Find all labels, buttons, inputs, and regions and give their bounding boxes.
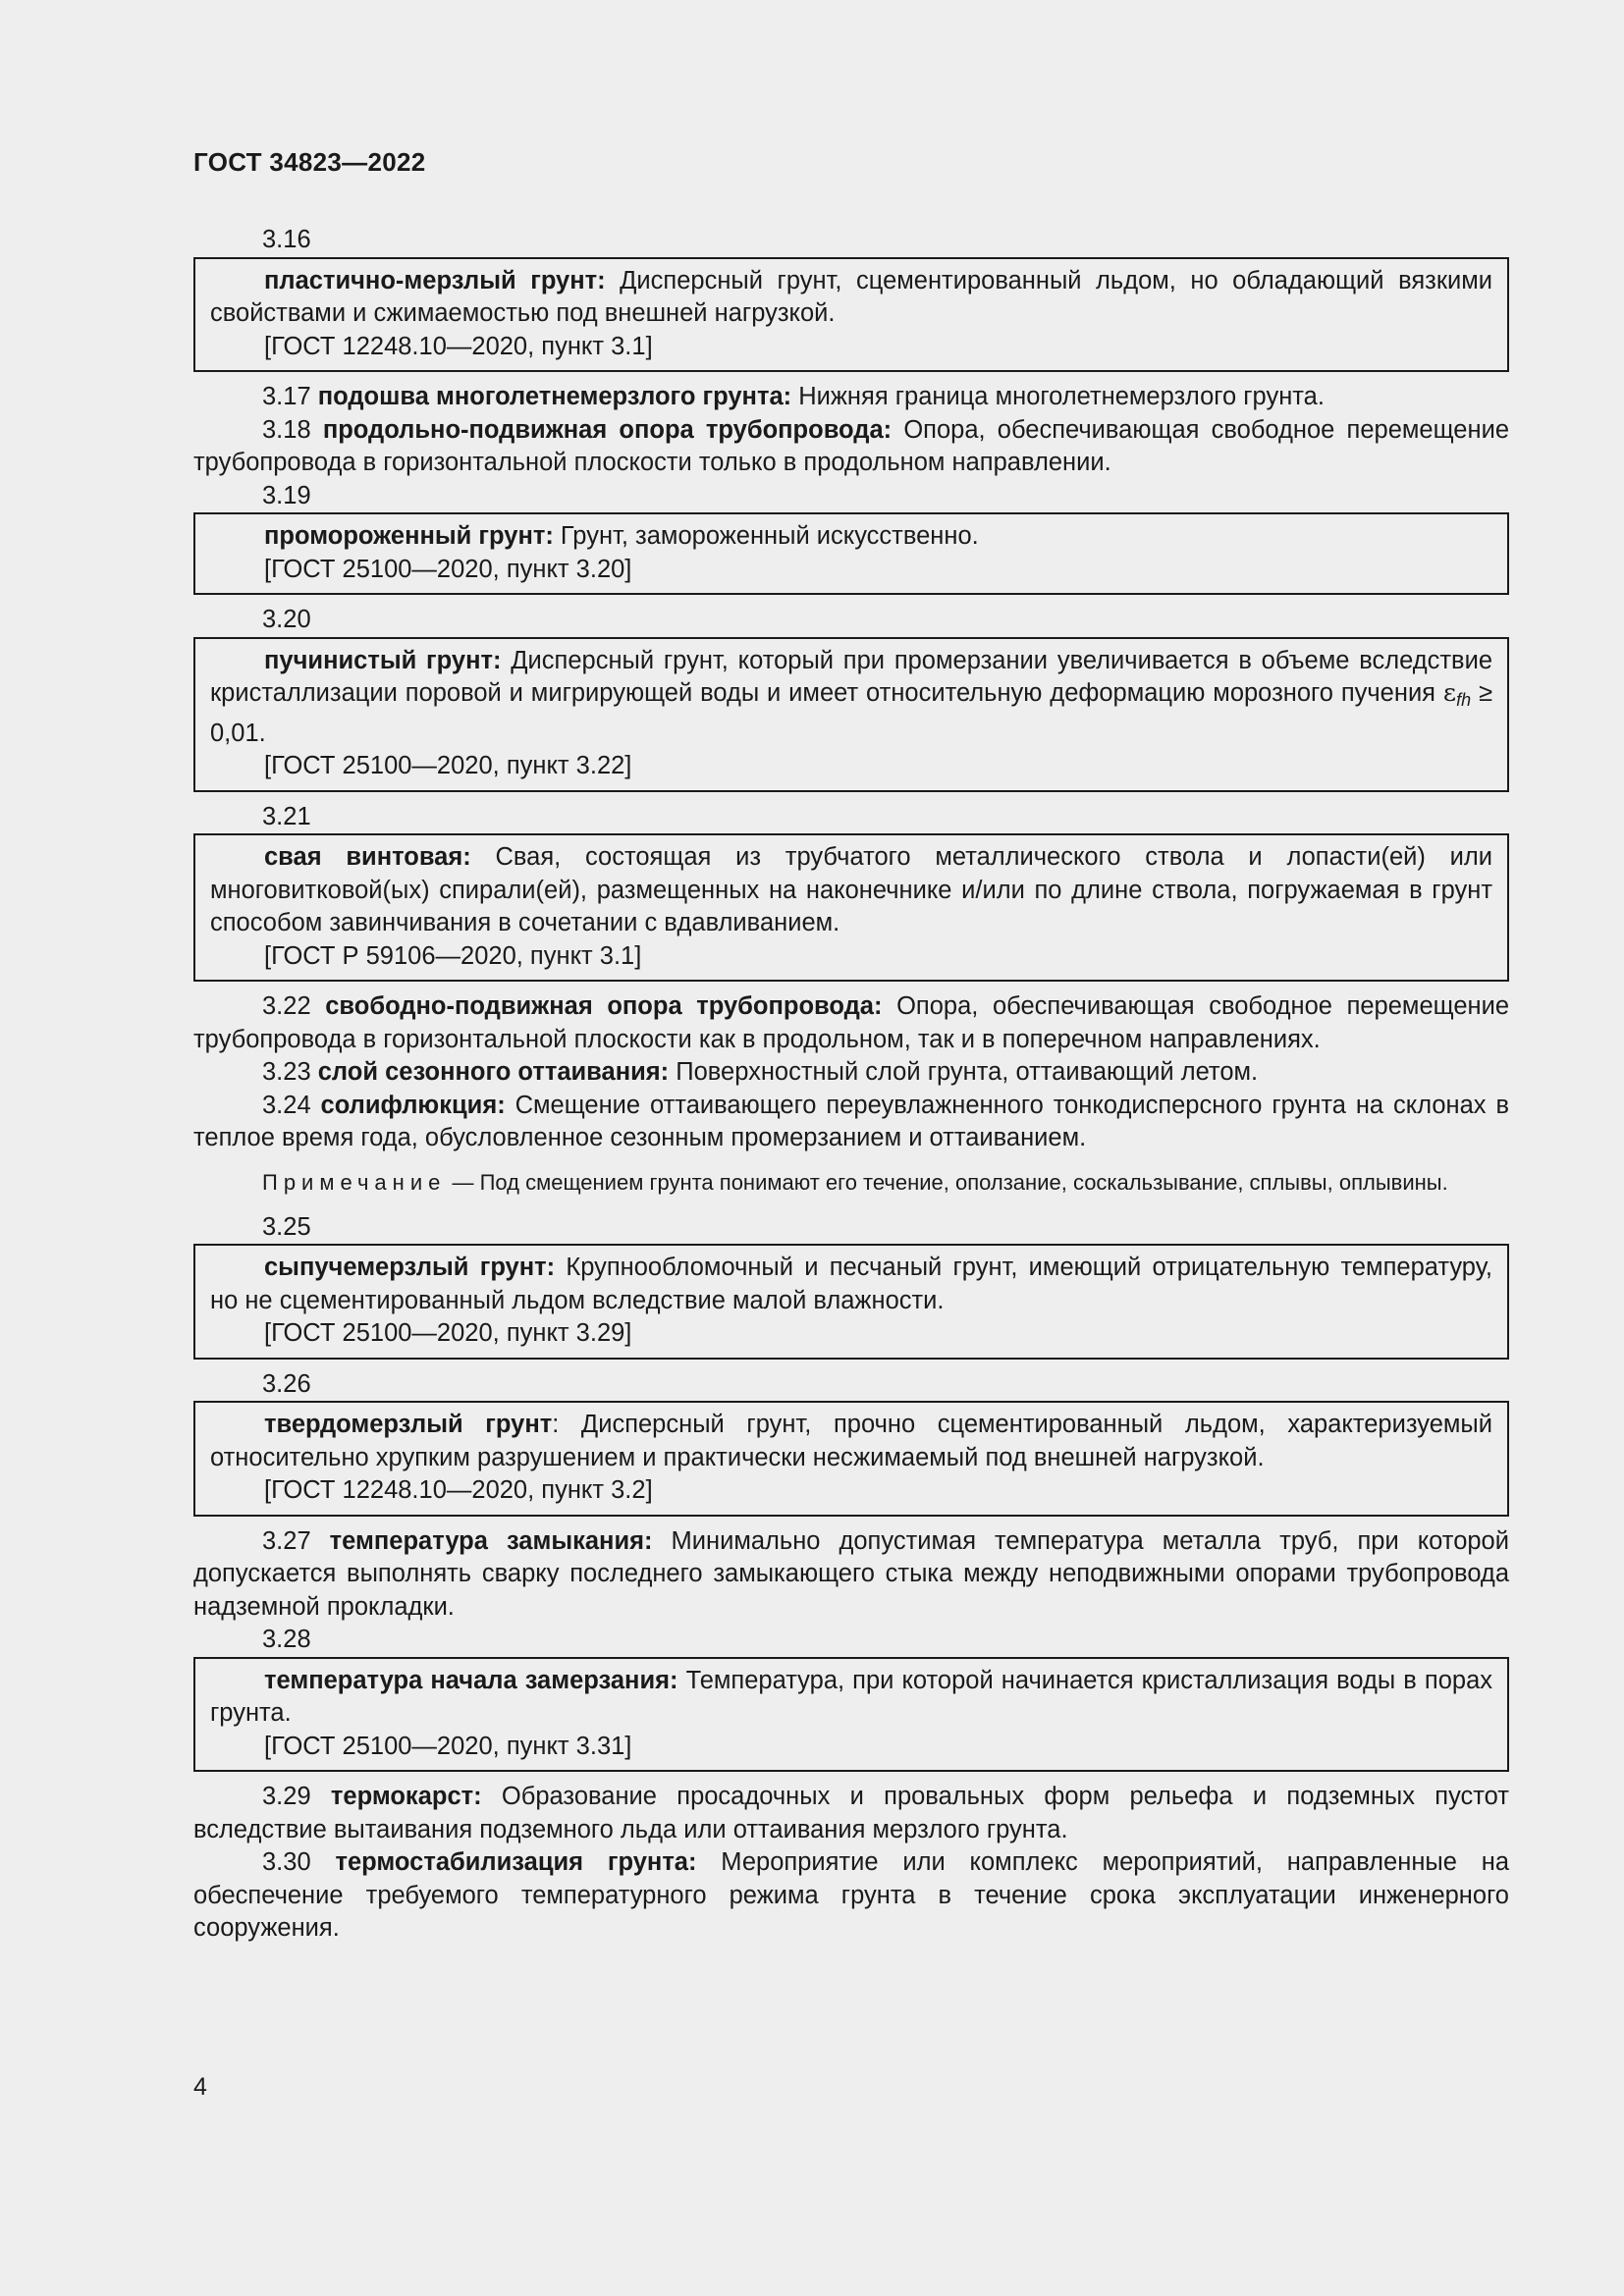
term-number: 3.25	[262, 1212, 311, 1241]
term-3-24	[193, 1090, 1509, 1155]
document-body	[193, 224, 1509, 1946]
term-text: Дисперсный грунт, который при промерзании увеличивается в объеме вследствие кристаллизации поровой и мигрирующей воды и имеет относительную деформацию морозного пучения	[210, 646, 1493, 707]
term-definition	[210, 841, 1492, 940]
term-title: термостабилизация грунта:	[335, 1848, 697, 1876]
term-title: свая винтовая:	[264, 843, 471, 871]
term-number: 3.30	[262, 1848, 336, 1876]
term-number: 3.28	[262, 1626, 311, 1653]
term-reference: [ГОСТ 12248.10—2020, пункт 3.2]	[264, 1476, 653, 1504]
term-number: 3.20	[262, 606, 311, 633]
term-title: свободно-подвижная опора трубопровода:	[325, 992, 883, 1020]
term-number: 3.18	[262, 415, 323, 444]
term-number: 3.19	[262, 481, 311, 509]
term-definition	[210, 1665, 1492, 1731]
term-number: 3.24	[262, 1091, 321, 1119]
term-box-3-16	[193, 257, 1509, 373]
term-number: 3.26	[262, 1369, 311, 1398]
term-definition	[210, 1409, 1492, 1474]
term-text: Крупнообломочный и песчаный грунт, имеющий отрицательную температуру, но не сцементированный льдом вследствие малой влажности.	[210, 1254, 1492, 1314]
term-text: Минимально допустимая температура металла труб, при которой допускается выполнять сварку последнего замыкающего стыка между неподвижными опорами трубопровода надземной прокладки.	[193, 1526, 1509, 1621]
term-3-23	[193, 1056, 1509, 1090]
term-title: температура начала замерзания:	[264, 1666, 678, 1694]
term-definition	[210, 1252, 1492, 1317]
note-label: Примечание	[262, 1169, 447, 1195]
term-title: солифлюкция:	[320, 1091, 506, 1119]
term-3-27	[193, 1525, 1509, 1625]
note-text: — Под смещением грунта понимают его течение, оползание, соскальзывание, сплывы, оплывины.	[446, 1169, 1448, 1195]
term-title: слой сезонного оттаивания:	[317, 1058, 670, 1086]
term-number: 3.21	[262, 802, 311, 830]
document-header: ГОСТ 34823—2022	[193, 147, 426, 177]
term-number: 3.17	[262, 383, 318, 410]
term-reference: [ГОСТ 25100—2020, пункт 3.29]	[264, 1319, 632, 1347]
term-text: Свая, состоящая из трубчатого металлического ствола и лопасти(ей) или многовитковой(ых) спирали(ей), размещенных на наконечнике и/или по длине ствола, погружаемая в грунт способом завинчивания в сочетании с вдавливанием.	[210, 843, 1492, 936]
term-title: термокарст:	[330, 1783, 482, 1810]
term-text: Смещение оттаивающего переувлажненного тонкодисперсного грунта на склонах в теплое время года, обусловленное сезонным промерзанием и оттаиванием.	[193, 1091, 1510, 1151]
term-title: температура замыкания:	[329, 1526, 653, 1555]
term-3-17	[193, 381, 1509, 414]
term-text: Поверхностный слой грунта, оттаивающий летом.	[669, 1058, 1259, 1086]
term-box-3-25	[193, 1244, 1509, 1360]
term-text: : Дисперсный грунт, прочно сцементированный льдом, характеризуемый относительно хрупким разрушением и практически несжимаемый под внешней нагрузкой.	[210, 1411, 1492, 1471]
term-title: пластично-мерзлый грунт:	[264, 266, 606, 294]
term-reference: [ГОСТ 12248.10—2020, пункт 3.1]	[264, 332, 653, 360]
term-3-18	[193, 414, 1509, 480]
term-text: Нижняя граница многолетнемерзлого грунта.	[791, 383, 1325, 410]
term-number: 3.23	[262, 1058, 318, 1086]
term-3-30	[193, 1846, 1509, 1946]
term-definition	[210, 645, 1492, 751]
term-number: 3.27	[262, 1526, 330, 1555]
page-number: 4	[193, 2073, 207, 2101]
term-title: подошва многолетнемерзлого грунта:	[317, 383, 792, 410]
term-reference: [ГОСТ 25100—2020, пункт 3.22]	[264, 752, 632, 779]
term-box-3-19	[193, 512, 1509, 595]
term-reference: [ГОСТ 25100—2020, пункт 3.31]	[264, 1732, 632, 1760]
term-text: Мероприятие или комплекс мероприятий, направленные на обеспечение требуемого температурного режима грунта в течение срока эксплуатации инженерного сооружения.	[193, 1848, 1509, 1942]
term-box-3-20	[193, 637, 1509, 792]
term-text: Дисперсный грунт, сцементированный льдом, но обладающий вязкими свойствами и сжимаемостью под внешней нагрузкой.	[210, 266, 1493, 327]
term-number: 3.16	[262, 226, 311, 253]
term-box-3-26	[193, 1401, 1509, 1517]
term-text: Грунт, замороженный искусственно.	[553, 522, 979, 550]
term-box-3-28	[193, 1657, 1509, 1773]
term-number: 3.29	[262, 1783, 331, 1810]
term-number: 3.22	[262, 992, 326, 1020]
term-reference: [ГОСТ Р 59106—2020, пункт 3.1]	[264, 941, 642, 970]
term-3-22	[193, 990, 1509, 1056]
term-box-3-21	[193, 833, 1509, 982]
term-text: Образование просадочных и провальных форм рельефа и подземных пустот вследствие вытаивания подземного льда или оттаивания мерзлого грунта.	[193, 1783, 1509, 1843]
term-definition	[210, 520, 1492, 554]
term-definition	[210, 265, 1492, 331]
note	[193, 1167, 1509, 1198]
term-text: ≥ 0,01.	[210, 679, 1492, 747]
term-reference: [ГОСТ 25100—2020, пункт 3.20]	[264, 555, 632, 583]
term-text: Опора, обеспечивающая свободное перемещение трубопровода в горизонтальной плоскости только в продольном направлении.	[193, 415, 1510, 476]
term-text: Опора, обеспечивающая свободное перемещение трубопровода в горизонтальной плоскости как в продольном, так и в поперечном направлениях.	[193, 992, 1510, 1053]
term-title: продольно-подвижная опора трубопровода:	[322, 415, 893, 444]
term-text: Температура, при которой начинается кристаллизация воды в порах грунта.	[210, 1666, 1493, 1727]
term-3-29	[193, 1781, 1509, 1846]
epsilon-symbol: ε	[1442, 678, 1457, 708]
term-title: промороженный грунт:	[264, 522, 554, 550]
epsilon-subscript: fh	[1456, 690, 1472, 710]
term-title: пучинистый грунт:	[264, 646, 502, 674]
term-title: сыпучемерзлый грунт:	[264, 1254, 556, 1281]
term-title: твердомерзлый грунт	[264, 1411, 553, 1438]
